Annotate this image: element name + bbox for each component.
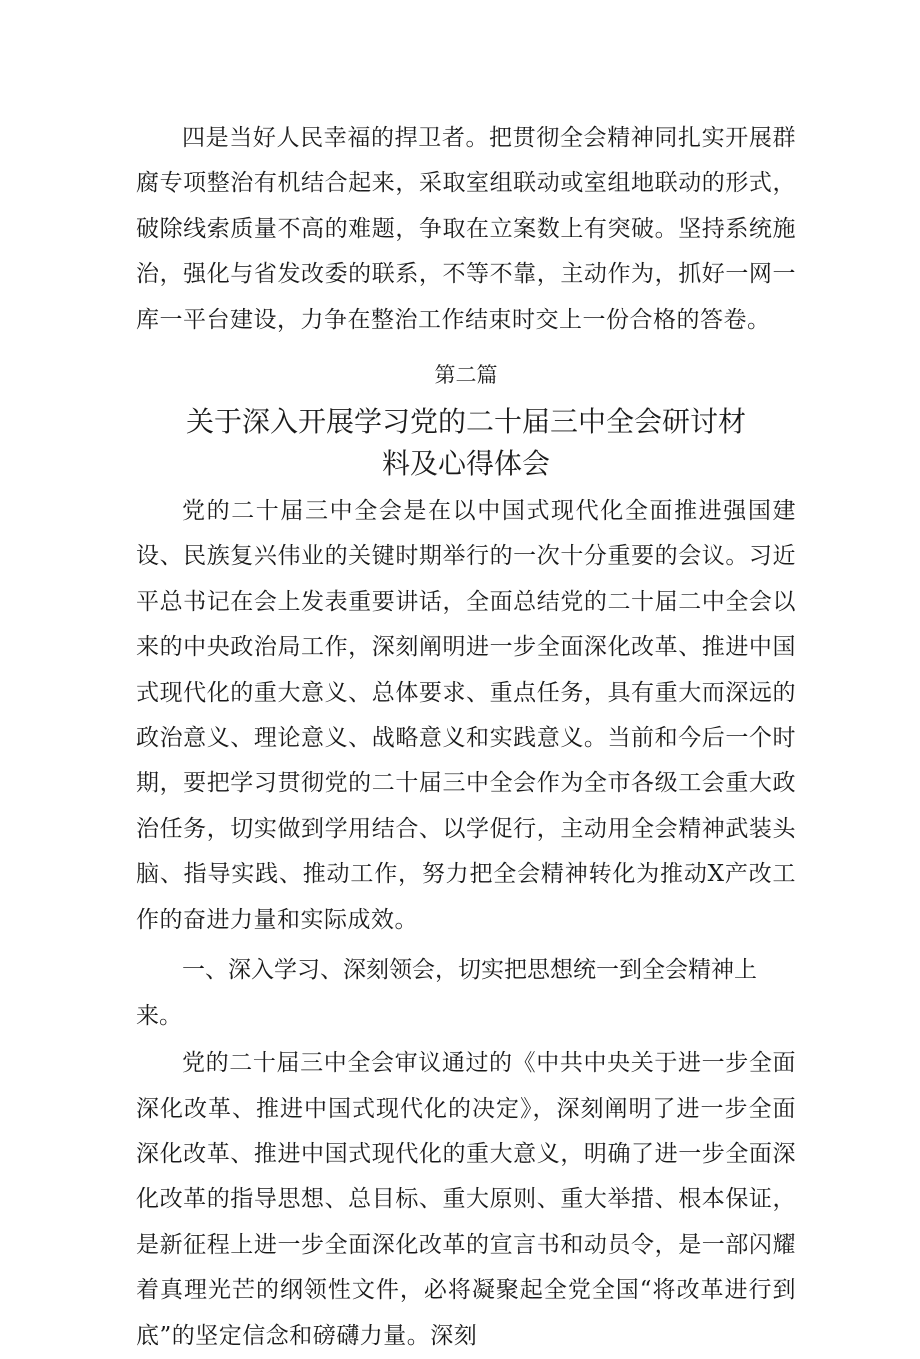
paragraph-decision: 党的二十届三中全会审议通过的《中共中央关于进一步全面深化改革、推进中国式现代化的决定》，深刻阐明了进一步全面深化改革、推进中国式现代化的重大意义，明确了进一步全面深化改革的指导思想、总目标、重大原则、重大举措、根本保证，是新征程上进一步全面深化改革的宣言书和动员令，是一部闪耀着真理光芒的纲领性文件，必将凝聚起全党全国“将改革进行到底”的坚定信念和磅礴力量。深刻: [136, 1050, 796, 1349]
document-title: 关于深入开展学习党的二十届三中全会研讨材料及心得体会: [186, 405, 747, 481]
section-label: 第二篇: [434, 363, 498, 388]
document-body: [136, 116, 796, 1359]
paragraph-intro: 党的二十届三中全会是在以中国式现代化全面推进强国建设、民族复兴伟业的关键时期举行的一次十分重要的会议。习近平总书记在会上发表重要讲话，全面总结党的二十届二中全会以来的中央政治局工作，深刻阐明进一步全面深化改革、推进中国式现代化的重大意义、总体要求、重点任务，具有重大而深远的政治意义、理论意义、战略意义和实践意义。当前和今后一个时期，要把学习贯彻党的二十届三中全会作为全市各级工会重大政治任务，切实做到学用结合、以学促行，主动用全会精神武装头脑、指导实践、推动工作，努力把全会精神转化为推动X产改工作的奋进力量和实际成效。: [136, 498, 796, 933]
section-heading-1: 一、深入学习、深刻领会，切实把思想统一到全会精神上来。: [136, 957, 757, 1030]
paragraph-guardian: 四是当好人民幸福的捍卫者。把贯彻全会精神同扎实开展群腐专项整治有机结合起来，采取室组联动或室组地联动的形式，破除线索质量不高的难题，争取在立案数上有突破。坚持系统施治，强化与省发改委的联系，不等不靠，主动作为，抓好一网一库一平台建设，力争在整治工作结束时交上一份合格的答卷。: [136, 125, 796, 333]
